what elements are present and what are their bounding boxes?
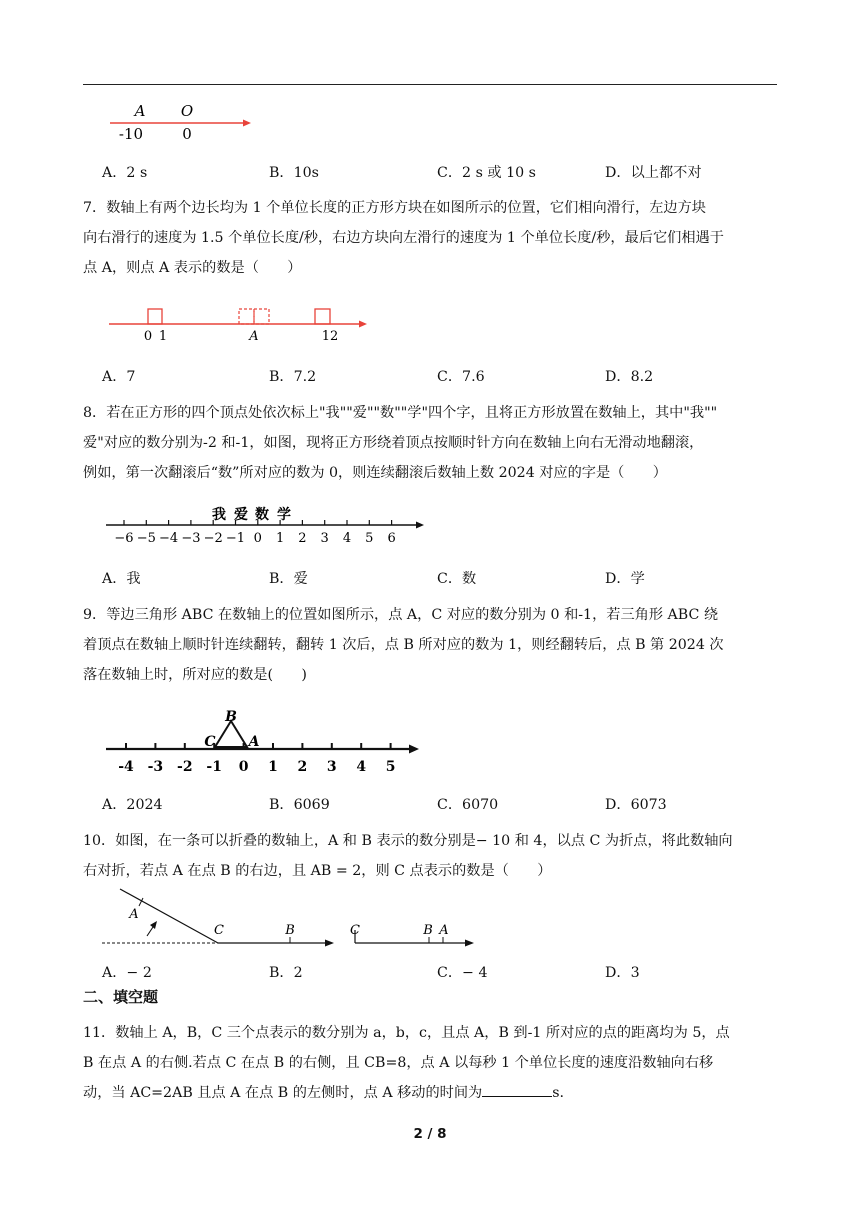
q10-left-point-c: C bbox=[214, 923, 224, 938]
q9-tick-label: 2 bbox=[297, 759, 308, 775]
q6-options bbox=[102, 162, 762, 186]
q8-option-a[interactable]: A．我 bbox=[102, 571, 141, 587]
q8-tick-label: 1 bbox=[275, 531, 285, 546]
q9-tick-label: 4 bbox=[356, 759, 367, 775]
q8-tick-label: 6 bbox=[387, 531, 396, 546]
q10-line-1: 10．如图，在一条可以折叠的数轴上，A 和 B 表示的数分别是− 10 和 4，以点 C 为折点，将此数轴向 bbox=[83, 833, 733, 849]
q8-option-c[interactable]: C．数 bbox=[437, 571, 477, 587]
q8-tick-label: 0 bbox=[253, 531, 262, 546]
q11-answer-blank[interactable] bbox=[482, 1082, 552, 1097]
q9-tick-label: -4 bbox=[118, 759, 134, 775]
q8-line-1: 8．若在正方形的四个顶点处依次标上"我""爱""数""学"四个字，且将正方形放置在数轴上，其中"我"" bbox=[83, 405, 718, 421]
q7-tick-0: 0 bbox=[143, 329, 153, 344]
q6-option-b[interactable]: B．10s bbox=[269, 165, 319, 181]
q6-tick-minus10: -10 bbox=[118, 125, 144, 143]
q9-tick-label: 1 bbox=[268, 759, 278, 775]
q11-line-3 bbox=[83, 1078, 779, 1108]
q10-right-point-a: A bbox=[439, 923, 449, 938]
q9-vertex-c: C bbox=[204, 734, 216, 750]
q11-line-2: B 在点 A 的右侧.若点 C 在点 B 的右侧，且 CB=8，点 A 以每秒 1 个单位长度的速度沿数轴向右移 bbox=[83, 1055, 714, 1071]
q7-right-square bbox=[315, 309, 330, 324]
q9-tick-label: 3 bbox=[326, 759, 337, 775]
q9-line-1: 9．等边三角形 ABC 在数轴上的位置如图所示，点 A，C 对应的数分别为 0 和-1，若三角形 ABC 绕 bbox=[83, 607, 719, 623]
q7-option-b[interactable]: B．7.2 bbox=[269, 369, 317, 385]
q6-point-a-label: A bbox=[134, 102, 146, 120]
q8-tick-label: −4 bbox=[159, 531, 179, 546]
q7-axis-arrow bbox=[359, 321, 367, 328]
q8-tick-label: 5 bbox=[365, 531, 374, 546]
page-number: 2 / 8 bbox=[413, 1126, 447, 1142]
q10-left-arrowhead bbox=[150, 921, 157, 929]
q10-left-axis-arrow bbox=[325, 940, 334, 947]
q10-option-c[interactable]: C．− 4 bbox=[437, 965, 488, 981]
q9-line-2: 着顶点在数轴上顺时针连续翻转，翻转 1 次后，点 B 所对应的数为 1，则经翻转后，点 B 第 2024 次 bbox=[83, 637, 724, 653]
q8-line-2: 爱"对应的数分别为-2 和-1，如图，现将正方形绕着顶点按顺时针方向在数轴上向右无滑动地翻滚， bbox=[83, 435, 704, 451]
q9-vertex-b: B bbox=[225, 709, 237, 725]
q9-option-a[interactable]: A．2024 bbox=[102, 797, 163, 813]
q6-number-line-figure bbox=[105, 98, 255, 144]
q7-tick-12: 12 bbox=[321, 329, 339, 344]
q8-tick-label: −3 bbox=[181, 531, 201, 546]
q9-tick-label: -3 bbox=[147, 759, 164, 775]
q8-tick-label: −6 bbox=[114, 531, 134, 546]
q9-tick-label: -1 bbox=[206, 759, 222, 775]
q8-tick-label: −2 bbox=[203, 531, 223, 546]
q8-char-wo: 我 bbox=[212, 507, 226, 523]
q10-option-b[interactable]: B．2 bbox=[269, 965, 303, 981]
q11-line-1: 11．数轴上 A，B，C 三个点表示的数分别为 a，b，c，且点 A，B 到-1 所对应的点的距离均为 5，点 bbox=[83, 1025, 730, 1041]
header-rule bbox=[83, 84, 777, 85]
q8-ticks bbox=[114, 520, 395, 546]
question-7 bbox=[83, 193, 779, 283]
section-2-title: 二、填空题 bbox=[83, 988, 159, 1006]
q7-point-a-label: A bbox=[249, 329, 259, 344]
q10-left-point-a: A bbox=[129, 907, 139, 922]
q7-tick-1: 1 bbox=[158, 329, 168, 344]
q6-option-d[interactable]: D．以上都不对 bbox=[605, 165, 702, 181]
q9-option-c[interactable]: C．6070 bbox=[437, 797, 499, 813]
q8-char-shu: 数 bbox=[255, 507, 269, 523]
q7-line-2: 向右滑行的速度为 1.5 个单位长度/秒，右边方块向左滑行的速度为 1 个单位长度/秒，最后它们相遇于 bbox=[83, 230, 724, 246]
q10-left-point-b: B bbox=[285, 923, 295, 938]
q10-right-axis-arrow bbox=[465, 940, 474, 947]
q8-tick-label: 3 bbox=[320, 531, 329, 546]
q7-option-c[interactable]: C．7.6 bbox=[437, 369, 485, 385]
q6-point-o-label: O bbox=[180, 102, 194, 120]
q6-option-c[interactable]: C．2 s 或 10 s bbox=[437, 165, 536, 181]
question-10 bbox=[83, 826, 779, 886]
q9-vertex-a: A bbox=[248, 734, 260, 750]
q8-char-ai: 爱 bbox=[234, 507, 248, 523]
q9-tick-label: -2 bbox=[177, 759, 193, 775]
question-8 bbox=[83, 398, 779, 488]
q8-options bbox=[102, 568, 762, 592]
q10-right-point-b: B bbox=[423, 923, 433, 938]
q8-char-xue: 学 bbox=[277, 507, 291, 523]
question-9 bbox=[83, 600, 779, 690]
question-11 bbox=[83, 1018, 779, 1108]
q8-line-3: 例如，第一次翻滚后“数”所对应的数为 0，则连续翻滚后数轴上数 2024 对应的字是（ ） bbox=[83, 465, 667, 481]
q11-unit: s. bbox=[552, 1085, 565, 1101]
q6-axis-arrow bbox=[243, 120, 251, 127]
q10-fold-figure bbox=[98, 884, 483, 950]
q8-number-line-figure bbox=[104, 502, 429, 548]
q7-dashed-square-1 bbox=[239, 309, 254, 324]
q6-option-a[interactable]: A．2 s bbox=[102, 165, 148, 181]
q7-number-line-figure bbox=[105, 300, 373, 346]
q10-options bbox=[102, 962, 762, 986]
q11-line-3-text: 动，当 AC=2AB 且点 A 在点 B 的左侧时，点 A 移动的时间为 bbox=[83, 1085, 483, 1101]
q9-option-d[interactable]: D．6073 bbox=[605, 797, 667, 813]
q9-options bbox=[102, 794, 762, 818]
q10-right-point-c: C bbox=[350, 923, 360, 938]
q8-option-d[interactable]: D．学 bbox=[605, 571, 645, 587]
q7-line-3: 点 A，则点 A 表示的数是（ ） bbox=[83, 260, 302, 276]
q8-axis-arrow bbox=[416, 522, 424, 529]
q7-line-1: 7．数轴上有两个边长均为 1 个单位长度的正方形方块在如图所示的位置，它们相向滑行，左边方块 bbox=[83, 200, 706, 216]
q8-tick-label: 2 bbox=[298, 531, 307, 546]
q8-tick-label: −5 bbox=[136, 531, 156, 546]
q7-left-square bbox=[148, 309, 162, 324]
q10-option-d[interactable]: D．3 bbox=[605, 965, 640, 981]
q9-tick-label: 5 bbox=[385, 759, 396, 775]
q8-tick-label: 4 bbox=[342, 531, 352, 546]
q9-tick-label: 0 bbox=[238, 759, 249, 775]
q10-option-a[interactable]: A．− 2 bbox=[102, 965, 152, 981]
q9-axis-arrow bbox=[409, 745, 419, 754]
q9-option-b[interactable]: B．6069 bbox=[269, 797, 330, 813]
q9-number-line-figure bbox=[104, 704, 424, 776]
q6-tick-0: 0 bbox=[182, 125, 192, 143]
q7-option-a[interactable]: A．7 bbox=[102, 369, 136, 385]
q7-option-d[interactable]: D．8.2 bbox=[605, 369, 654, 385]
q7-dashed-square-2 bbox=[254, 309, 269, 324]
q8-tick-label: −1 bbox=[225, 531, 246, 546]
q9-line-3: 落在数轴上时，所对应的数是( ) bbox=[83, 667, 307, 683]
q8-option-b[interactable]: B．爱 bbox=[269, 571, 308, 587]
q10-line-2: 右对折，若点 A 在点 B 的右边，且 AB = 2，则 C 点表示的数是（ ） bbox=[83, 863, 552, 879]
q7-options bbox=[102, 366, 762, 390]
